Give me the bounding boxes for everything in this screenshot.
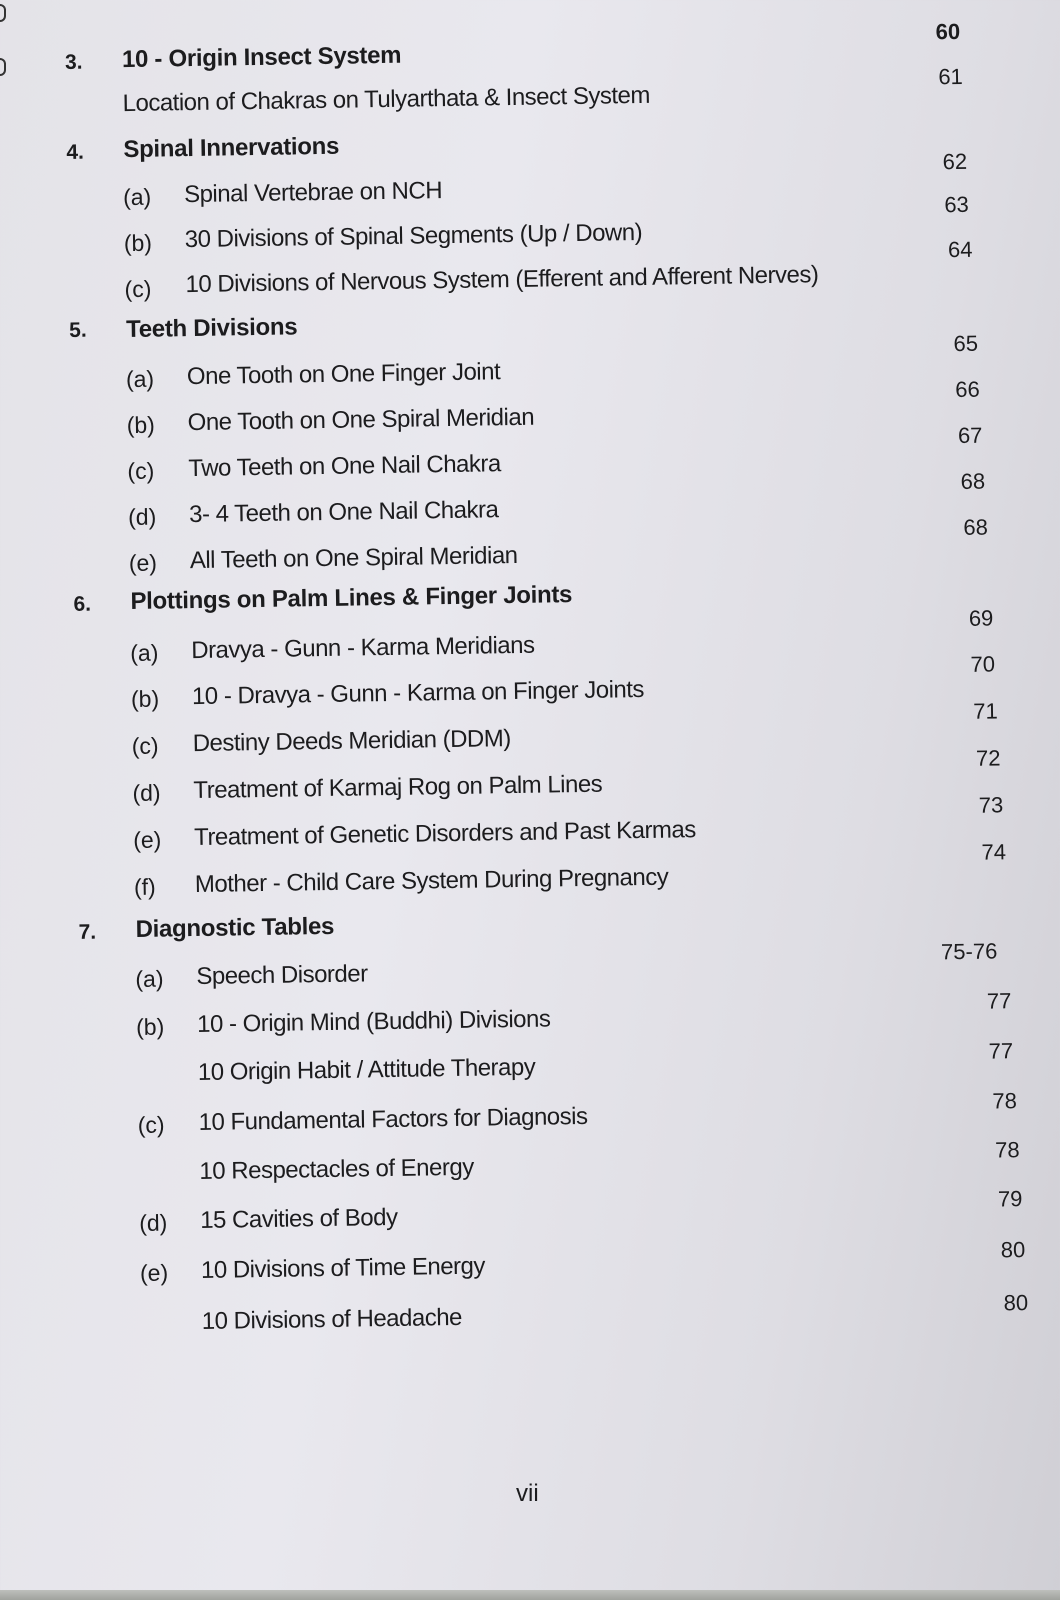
entry-text: 15 Cavities of Body bbox=[199, 1203, 398, 1235]
entry-text: Spinal Vertebrae on NCH bbox=[183, 177, 443, 209]
section-title: Plottings on Palm Lines & Finger Joints bbox=[130, 581, 573, 616]
page-ref: 60 bbox=[935, 18, 961, 45]
section-number: 4. bbox=[66, 140, 85, 164]
page-ref: 72 bbox=[975, 745, 1001, 771]
entry-text: Treatment of Karmaj Rog on Palm Lines bbox=[193, 770, 603, 805]
section-title: Spinal Innervations bbox=[123, 132, 340, 164]
page-ref: 65 bbox=[953, 330, 979, 357]
page-ref: 67 bbox=[957, 422, 983, 449]
entry-letter: (a) bbox=[122, 183, 152, 211]
entry-letter: (c) bbox=[137, 1111, 165, 1138]
toc-entry bbox=[11, 651, 1060, 720]
entry-letter: (c) bbox=[127, 457, 155, 485]
toc-entry bbox=[17, 1039, 1060, 1096]
entry-text: Mother - Child Care System During Pregnancy bbox=[194, 863, 669, 899]
page-ref: 61 bbox=[938, 63, 963, 90]
toc-entry bbox=[18, 1138, 1060, 1195]
toc-entry bbox=[20, 1237, 1060, 1294]
entry-text: 10 Divisions of Headache bbox=[201, 1303, 463, 1335]
page-ref: 70 bbox=[970, 651, 996, 677]
entry-letter: (a) bbox=[135, 965, 164, 992]
entry-letter: (e) bbox=[139, 1259, 169, 1286]
page-ref: 63 bbox=[944, 191, 970, 218]
section-title: Diagnostic Tables bbox=[135, 912, 335, 943]
entry-text: 30 Divisions of Spinal Segments (Up / Down) bbox=[184, 218, 643, 254]
toc-entry bbox=[16, 988, 1060, 1048]
page-ref: 79 bbox=[997, 1186, 1023, 1212]
page-ref: 78 bbox=[994, 1137, 1020, 1163]
entry-letter: (c) bbox=[124, 275, 152, 303]
page-ref: 69 bbox=[968, 605, 994, 631]
page-ref: 80 bbox=[1000, 1237, 1026, 1263]
page-ref: 75-76 bbox=[940, 938, 998, 965]
entry-text: 10 Origin Habit / Attitude Therapy bbox=[197, 1053, 536, 1087]
toc-entry bbox=[13, 792, 1060, 861]
section-number: 7. bbox=[78, 920, 97, 944]
entry-text: All Teeth on One Spiral Meridian bbox=[189, 541, 518, 575]
page-ref: 64 bbox=[947, 236, 973, 263]
entry-letter: (b) bbox=[123, 229, 153, 257]
entry-letter: (b) bbox=[130, 685, 160, 713]
page-ref: 68 bbox=[960, 468, 986, 494]
entry-text: Destiny Deeds Meridian (DDM) bbox=[192, 725, 511, 758]
page-ref: 73 bbox=[978, 792, 1004, 818]
entry-text: One Tooth on One Spiral Meridian bbox=[187, 403, 535, 437]
page-ref: 80 bbox=[1003, 1290, 1029, 1316]
toc-entry bbox=[20, 1288, 1060, 1345]
section-number: 6. bbox=[73, 592, 92, 616]
toc-entry bbox=[1, 63, 1060, 126]
entry-text: 10 - Dravya - Gunn - Karma on Finger Joints bbox=[191, 675, 645, 711]
toc-entry bbox=[15, 938, 1060, 1000]
entry-text: 10 - Origin Mind (Buddhi) Divisions bbox=[196, 1005, 551, 1039]
page-ref: 77 bbox=[988, 1038, 1014, 1064]
page-ref: 68 bbox=[963, 514, 989, 540]
entry-text: Speech Disorder bbox=[196, 960, 368, 991]
entry-text: 3- 4 Teeth on One Nail Chakra bbox=[188, 496, 499, 529]
page-bottom-edge bbox=[0, 1590, 1060, 1600]
entry-text: 10 Respectacles of Energy bbox=[199, 1153, 474, 1186]
entry-letter: (d) bbox=[139, 1209, 168, 1236]
entry-letter: (b) bbox=[135, 1013, 165, 1040]
entry-letter: (d) bbox=[132, 779, 161, 807]
entry-letter: (a) bbox=[125, 365, 155, 393]
section-title: 10 - Origin Insect System bbox=[121, 41, 402, 74]
toc-entry bbox=[19, 1187, 1060, 1244]
entry-letter: (b) bbox=[126, 411, 156, 439]
page-number: vii bbox=[516, 1480, 539, 1507]
entry-letter: (d) bbox=[127, 503, 157, 531]
page-ref: 71 bbox=[973, 698, 998, 724]
section-number: 5. bbox=[69, 318, 87, 342]
page-ref: 74 bbox=[981, 839, 1007, 865]
entry-text: Dravya - Gunn - Karma Meridians bbox=[191, 631, 535, 665]
entry-text: Two Teeth on One Nail Chakra bbox=[188, 450, 501, 483]
entry-text: 10 Divisions of Time Energy bbox=[200, 1252, 486, 1284]
entry-letter: (c) bbox=[131, 732, 159, 760]
section-number: 3. bbox=[64, 50, 83, 74]
page-ref: 66 bbox=[955, 376, 980, 403]
entry-text: Location of Chakras on Tulyarthata & Insect System bbox=[122, 81, 651, 118]
entry-letter: (f) bbox=[133, 873, 156, 901]
page-ref: 78 bbox=[992, 1088, 1018, 1114]
entry-text: 10 Fundamental Factors for Diagnosis bbox=[198, 1102, 588, 1137]
entry-letter: (e) bbox=[128, 549, 158, 577]
toc-entry bbox=[17, 1089, 1060, 1146]
toc-entry bbox=[12, 745, 1060, 814]
page-ref: 62 bbox=[942, 148, 968, 175]
entry-text: One Tooth on One Finger Joint bbox=[186, 358, 501, 391]
entry-text: 10 Divisions of Nervous System (Efferent and Afferent Nerves) bbox=[185, 261, 819, 299]
page-ref: 77 bbox=[986, 988, 1012, 1014]
toc-entry bbox=[11, 698, 1060, 767]
entry-text: Treatment of Genetic Disorders and Past Karmas bbox=[193, 816, 697, 852]
section-title: Teeth Divisions bbox=[125, 313, 298, 344]
entry-letter: (e) bbox=[133, 826, 162, 854]
entry-letter: (a) bbox=[130, 639, 159, 667]
